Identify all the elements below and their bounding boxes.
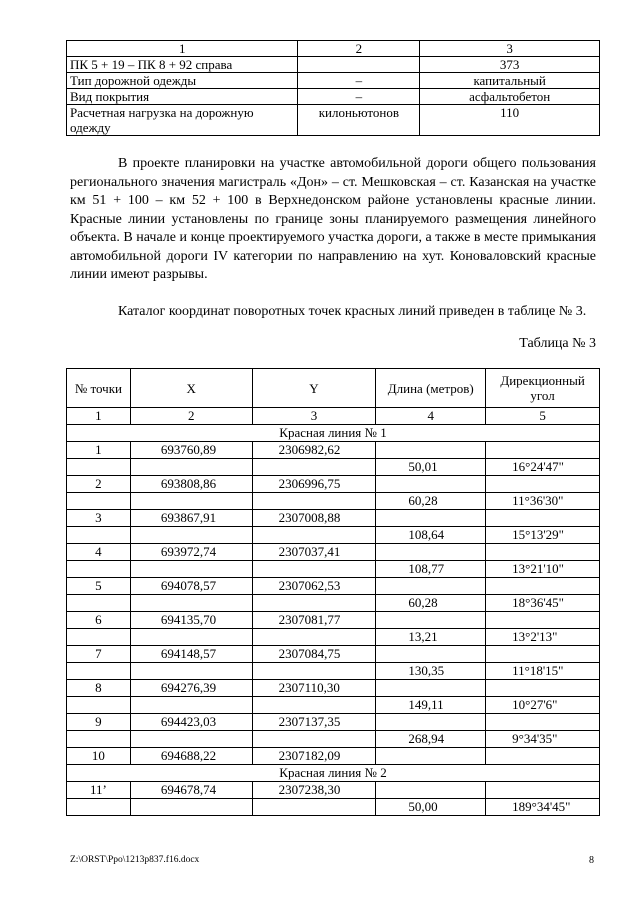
x-coordinate-cell: 694078,57 (130, 578, 252, 595)
empty-cell (376, 510, 486, 527)
footer-file-path: Z:\ORST\Ppo\1213p837.f16.docx (70, 855, 200, 865)
coordinates-table (66, 368, 600, 816)
empty-cell (252, 697, 376, 714)
empty-cell (376, 748, 486, 765)
empty-cell (252, 493, 376, 510)
empty-cell (376, 782, 486, 799)
table-cell: – (298, 89, 420, 105)
empty-cell (486, 646, 600, 663)
empty-cell (376, 476, 486, 493)
direction-angle-cell: 16°24'47" (486, 459, 600, 476)
empty-cell (67, 663, 131, 680)
column-number-cell: 3 (252, 408, 376, 425)
length-cell: 268,94 (376, 731, 486, 748)
road-parameters-body (67, 41, 600, 136)
empty-cell (252, 527, 376, 544)
table-cell: 373 (420, 57, 600, 73)
segment-row (67, 493, 600, 510)
empty-cell (376, 714, 486, 731)
segment-row (67, 663, 600, 680)
point-number-cell: 8 (67, 680, 131, 697)
y-coordinate-cell: 2307238,30 (252, 782, 376, 799)
length-cell: 108,77 (376, 561, 486, 578)
empty-cell (486, 782, 600, 799)
section-title: Красная линия № 1 (67, 425, 600, 442)
header-length: Длина (метров) (376, 369, 486, 408)
header-point-number: № точки (67, 369, 131, 408)
table-row (67, 73, 600, 89)
empty-cell (486, 714, 600, 731)
direction-angle-cell: 13°2'13" (486, 629, 600, 646)
column-numbers-row (67, 408, 600, 425)
paragraph-text: В проекте планировки на участке автомобильной дороги общего пользования регионального значения магистраль «Дон» – ст. Мешковская – ст. Казанская на участке км 51 + 100 – км 52 + 100 в Верхнедонском районе установлены красные линии. Красные линии установлены по границе зоны планируемого размещения линейного объекта. В начале и конце проектируемого участка дороги, а также в месте примыкания автомобильной дороги IV категории по направлению на хут. Коноваловский красные линии имеют разрывы. (70, 156, 596, 282)
y-coordinate-cell: 2306982,62 (252, 442, 376, 459)
x-coordinate-cell: 694276,39 (130, 680, 252, 697)
empty-cell (252, 731, 376, 748)
x-coordinate-cell: 694688,22 (130, 748, 252, 765)
x-coordinate-cell: 694423,03 (130, 714, 252, 731)
y-coordinate-cell: 2307008,88 (252, 510, 376, 527)
table-cell: – (298, 73, 420, 89)
header-direction-angle: Дирекционный угол (486, 369, 600, 408)
table-cell: капитальный (420, 73, 600, 89)
length-cell: 130,35 (376, 663, 486, 680)
empty-cell (130, 731, 252, 748)
column-number-cell: 2 (130, 408, 252, 425)
direction-angle-cell: 13°21'10" (486, 561, 600, 578)
empty-cell (130, 459, 252, 476)
table-row (67, 510, 600, 527)
x-coordinate-cell: 693972,74 (130, 544, 252, 561)
table-cell: асфальтобетон (420, 89, 600, 105)
point-number-cell: 10 (67, 748, 131, 765)
column-number-cell: 1 (67, 408, 131, 425)
direction-angle-cell: 189°34'45" (486, 799, 600, 816)
table-cell: 110 (420, 105, 600, 136)
empty-cell (376, 544, 486, 561)
table-row (67, 89, 600, 105)
direction-angle-cell: 10°27'6" (486, 697, 600, 714)
empty-cell (130, 697, 252, 714)
table-cell: Расчетная нагрузка на дорожную одежду (67, 105, 298, 136)
table-cell: ПК 5 + 19 – ПК 8 + 92 справа (67, 57, 298, 73)
length-cell: 50,00 (376, 799, 486, 816)
point-number-cell: 11’ (67, 782, 131, 799)
length-cell: 60,28 (376, 595, 486, 612)
empty-cell (67, 595, 131, 612)
empty-cell (130, 595, 252, 612)
y-coordinate-cell: 2307062,53 (252, 578, 376, 595)
empty-cell (252, 629, 376, 646)
paragraph-text: Каталог координат поворотных точек красных линий приведен в таблице № 3. (118, 304, 587, 319)
paragraph-red-lines-description (70, 155, 596, 285)
direction-angle-cell: 15°13'29" (486, 527, 600, 544)
point-number-cell: 9 (67, 714, 131, 731)
direction-angle-cell: 9°34'35" (486, 731, 600, 748)
table-row (67, 782, 600, 799)
section-title: Красная линия № 2 (67, 765, 600, 782)
y-coordinate-cell: 2306996,75 (252, 476, 376, 493)
table-cell: Тип дорожной одежды (67, 73, 298, 89)
segment-row (67, 527, 600, 544)
y-coordinate-cell: 2307182,09 (252, 748, 376, 765)
segment-row (67, 697, 600, 714)
column-number-cell: 5 (486, 408, 600, 425)
y-coordinate-cell: 2307137,35 (252, 714, 376, 731)
column-number-cell: 3 (420, 41, 600, 57)
empty-cell (67, 799, 131, 816)
empty-cell (252, 663, 376, 680)
point-number-cell: 1 (67, 442, 131, 459)
segment-row (67, 629, 600, 646)
empty-cell (67, 629, 131, 646)
y-coordinate-cell: 2307110,30 (252, 680, 376, 697)
table-cell (298, 57, 420, 73)
column-number-cell: 4 (376, 408, 486, 425)
coordinates-table-body (67, 369, 600, 816)
empty-cell (67, 731, 131, 748)
segment-row (67, 561, 600, 578)
column-number-cell: 1 (67, 41, 298, 57)
length-cell: 108,64 (376, 527, 486, 544)
empty-cell (130, 561, 252, 578)
point-number-cell: 3 (67, 510, 131, 527)
direction-angle-cell: 11°36'30" (486, 493, 600, 510)
empty-cell (376, 442, 486, 459)
table-row (67, 748, 600, 765)
empty-cell (376, 612, 486, 629)
empty-cell (67, 561, 131, 578)
segment-row (67, 731, 600, 748)
empty-cell (252, 595, 376, 612)
paragraph-catalog-reference (70, 303, 596, 322)
length-cell: 149,11 (376, 697, 486, 714)
empty-cell (130, 663, 252, 680)
empty-cell (130, 629, 252, 646)
empty-cell (67, 527, 131, 544)
point-number-cell: 4 (67, 544, 131, 561)
empty-cell (486, 510, 600, 527)
empty-cell (252, 459, 376, 476)
table-header-row (67, 41, 600, 57)
y-coordinate-cell: 2307081,77 (252, 612, 376, 629)
empty-cell (376, 578, 486, 595)
point-number-cell: 5 (67, 578, 131, 595)
segment-row (67, 799, 600, 816)
empty-cell (130, 799, 252, 816)
y-coordinate-cell: 2307037,41 (252, 544, 376, 561)
table-cell: Вид покрытия (67, 89, 298, 105)
table-row (67, 57, 600, 73)
x-coordinate-cell: 694148,57 (130, 646, 252, 663)
column-number-cell: 2 (298, 41, 420, 57)
header-x: X (130, 369, 252, 408)
empty-cell (376, 680, 486, 697)
table-header-row (67, 369, 600, 408)
table-row (67, 612, 600, 629)
empty-cell (486, 680, 600, 697)
empty-cell (486, 544, 600, 561)
length-cell: 13,21 (376, 629, 486, 646)
x-coordinate-cell: 693808,86 (130, 476, 252, 493)
table-row (67, 578, 600, 595)
segment-row (67, 459, 600, 476)
table-row (67, 714, 600, 731)
length-cell: 60,28 (376, 493, 486, 510)
empty-cell (67, 493, 131, 510)
point-number-cell: 6 (67, 612, 131, 629)
empty-cell (376, 646, 486, 663)
empty-cell (252, 799, 376, 816)
empty-cell (486, 476, 600, 493)
point-number-cell: 7 (67, 646, 131, 663)
direction-angle-cell: 11°18'15" (486, 663, 600, 680)
table-row (67, 442, 600, 459)
x-coordinate-cell: 693867,91 (130, 510, 252, 527)
table-row (67, 646, 600, 663)
empty-cell (486, 748, 600, 765)
table-row (67, 105, 600, 136)
table-caption: Таблица № 3 (519, 336, 596, 351)
point-number-cell: 2 (67, 476, 131, 493)
empty-cell (252, 561, 376, 578)
table-row (67, 544, 600, 561)
x-coordinate-cell: 694135,70 (130, 612, 252, 629)
section-title-row (67, 425, 600, 442)
table-cell: килоньютонов (298, 105, 420, 136)
y-coordinate-cell: 2307084,75 (252, 646, 376, 663)
x-coordinate-cell: 693760,89 (130, 442, 252, 459)
empty-cell (67, 459, 131, 476)
empty-cell (486, 442, 600, 459)
empty-cell (486, 612, 600, 629)
road-parameters-table (66, 40, 600, 136)
table-row (67, 476, 600, 493)
footer-page-number: 8 (589, 855, 594, 866)
length-cell: 50,01 (376, 459, 486, 476)
table-row (67, 680, 600, 697)
empty-cell (67, 697, 131, 714)
empty-cell (130, 493, 252, 510)
section-title-row (67, 765, 600, 782)
x-coordinate-cell: 694678,74 (130, 782, 252, 799)
empty-cell (486, 578, 600, 595)
empty-cell (130, 527, 252, 544)
header-y: Y (252, 369, 376, 408)
segment-row (67, 595, 600, 612)
direction-angle-cell: 18°36'45" (486, 595, 600, 612)
